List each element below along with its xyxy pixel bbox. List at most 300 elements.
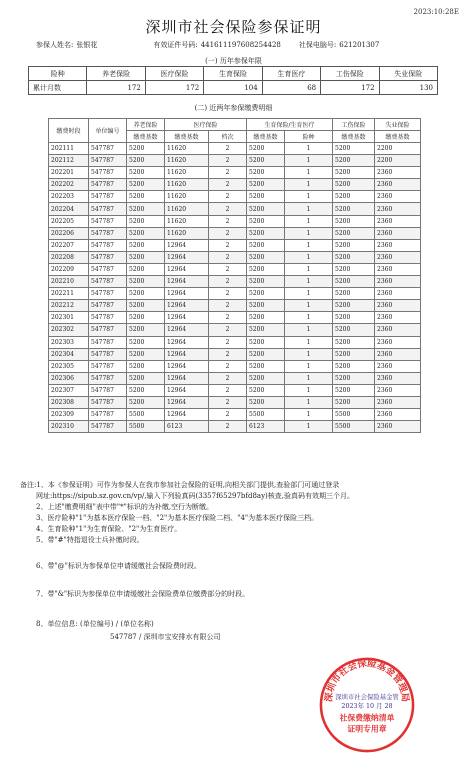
medical-grade-cell: 2 [209,324,247,336]
unit-no-cell: 547787 [89,167,127,179]
pension-base-cell: 5200 [127,179,165,191]
payment-row [49,396,421,408]
unit-no-cell: 547787 [89,336,127,348]
remark-4: 4、生育险种"1"为生育保险、"2"为生育医疗。 [36,525,182,533]
maternity-type-cell: 1 [285,276,333,288]
payment-row [49,263,421,275]
pension-base-cell: 5200 [127,263,165,275]
medical-base-cell: 11620 [165,143,209,155]
medical-grade-cell: 2 [209,396,247,408]
pension-base-cell: 5200 [127,372,165,384]
payment-row [49,384,421,396]
payment-row [49,227,421,239]
col-header: 失业保险 [379,67,437,81]
maternity-base-cell: 5200 [247,155,285,167]
unemployment-base-cell: 2360 [375,167,421,179]
pension-base-cell: 5200 [127,384,165,396]
medical-grade-cell: 2 [209,384,247,396]
id-number-field [153,40,281,50]
col-header-injury: 工伤保险 [333,119,375,131]
maternity-base-cell: 5200 [247,336,285,348]
unemployment-base-cell: 2360 [375,179,421,191]
payment-row [49,324,421,336]
medical-base-cell: 12964 [165,324,209,336]
document-title: 深圳市社会保险参保证明 [145,18,322,36]
injury-base-cell: 5200 [333,312,375,324]
period-cell: 202307 [49,384,89,396]
pension-base-cell: 5200 [127,288,165,300]
maternity-type-cell: 1 [285,288,333,300]
maternity-base-cell: 5200 [247,167,285,179]
unit-no-cell: 547787 [89,276,127,288]
injury-base-cell: 5200 [333,276,375,288]
col-header-pension: 养老保险 [127,119,165,131]
injury-base-cell: 5200 [333,143,375,155]
official-seal-stamp [318,656,416,754]
injury-base-cell: 5200 [333,348,375,360]
id-number-label: 有效证件号码: [153,41,198,49]
col-header: 生育保险 [204,67,262,81]
seal-arc-text: 深圳市社会保险基金管理局 [323,658,411,703]
pension-base-cell: 5200 [127,167,165,179]
unit-no-cell: 547787 [89,155,127,167]
period-cell: 202212 [49,300,89,312]
remark-3: 3、医疗险种"1"为基本医疗保险一档、"2"为基本医疗保险二档、"4"为基本医疗保险三档。 [36,514,319,522]
col-header-unemployment: 失业保险 [375,119,421,131]
pension-base-cell: 5200 [127,396,165,408]
col-header: 医疗保险 [145,67,203,81]
pension-base-cell: 5200 [127,203,165,215]
maternity-base-cell: 5200 [247,384,285,396]
unemployment-base-cell: 2360 [375,336,421,348]
period-cell: 202208 [49,251,89,263]
unemployment-base-cell: 2360 [375,191,421,203]
medical-base-cell: 12964 [165,372,209,384]
unemployment-base-cell: 2360 [375,421,421,433]
injury-base-cell: 5200 [333,191,375,203]
col-header-period: 缴费时段 [49,119,89,143]
unit-no-cell: 547787 [89,263,127,275]
maternity-type-cell: 1 [285,227,333,239]
payment-row [49,409,421,421]
injury-base-cell: 5200 [333,396,375,408]
medical-grade-cell: 2 [209,227,247,239]
maternity-type-cell: 1 [285,384,333,396]
col-header-maternity: 生育保险/生育医疗 [247,119,333,131]
medical-grade-cell: 2 [209,203,247,215]
injury-base-cell: 5500 [333,421,375,433]
unemployment-base-cell: 2360 [375,372,421,384]
maternity-type-cell: 1 [285,203,333,215]
medical-grade-cell: 2 [209,191,247,203]
unit-no-cell: 547787 [89,215,127,227]
medical-base-cell: 11620 [165,203,209,215]
pension-base-cell: 5200 [127,300,165,312]
maternity-base-cell: 5200 [247,276,285,288]
payment-row [49,372,421,384]
medical-base-cell: 6123 [165,421,209,433]
unit-info-header: (单位编号) / (单位名称) [80,620,154,628]
medical-base-cell: 12964 [165,384,209,396]
insurance-years-table [28,66,438,95]
pension-base-cell: 5200 [127,336,165,348]
months-cell: 130 [379,81,437,95]
maternity-type-cell: 1 [285,251,333,263]
maternity-base-cell: 5200 [247,288,285,300]
unit-no-cell: 547787 [89,191,127,203]
injury-base-cell: 5200 [333,239,375,251]
medical-grade-cell: 2 [209,288,247,300]
period-cell: 202202 [49,179,89,191]
injury-base-cell: 5500 [333,409,375,421]
medical-base-cell: 12964 [165,276,209,288]
injury-base-cell: 5200 [333,179,375,191]
unit-no-cell: 547787 [89,239,127,251]
injury-base-cell: 5200 [333,167,375,179]
unit-no-cell: 547787 [89,227,127,239]
pension-base-cell: 5200 [127,227,165,239]
maternity-base-cell: 5200 [247,348,285,360]
pension-base-cell: 5200 [127,155,165,167]
medical-grade-cell: 2 [209,312,247,324]
period-cell: 202205 [49,215,89,227]
unit-info-label: 8、单位信息: [36,620,78,628]
unit-no-cell: 547787 [89,288,127,300]
sub-header: 缴费基数 [127,131,165,143]
sub-header: 险种 [285,131,333,143]
period-cell: 202112 [49,155,89,167]
unemployment-base-cell: 2360 [375,348,421,360]
injury-base-cell: 5200 [333,300,375,312]
maternity-type-cell: 1 [285,372,333,384]
maternity-base-cell: 5200 [247,300,285,312]
maternity-type-cell: 1 [285,239,333,251]
medical-base-cell: 12964 [165,336,209,348]
unemployment-base-cell: 2360 [375,263,421,275]
id-number-value: 441611197608254428 [200,41,281,49]
unit-no-cell: 547787 [89,421,127,433]
maternity-type-cell: 1 [285,143,333,155]
maternity-base-cell: 5200 [247,191,285,203]
medical-base-cell: 11620 [165,191,209,203]
payment-row [49,336,421,348]
print-timestamp: 2023:10:28E [413,8,459,16]
period-cell: 202209 [49,263,89,275]
maternity-type-cell: 1 [285,179,333,191]
unit-no-cell: 547787 [89,251,127,263]
maternity-base-cell: 5200 [247,179,285,191]
col-header: 养老保险 [87,67,145,81]
unemployment-base-cell: 2360 [375,324,421,336]
remark-1b: 网址:https://sipub.sz.gov.cn/vp/,输入下列验真码(3357f65297bfd8ay)核查,验真码有效期三个月。 [36,492,355,500]
medical-base-cell: 11620 [165,167,209,179]
maternity-type-cell: 1 [285,167,333,179]
insured-name-label: 参保人姓名: [36,41,74,49]
medical-base-cell: 12964 [165,239,209,251]
medical-grade-cell: 2 [209,251,247,263]
pension-base-cell: 5200 [127,312,165,324]
remark-1a: 备注:1、本《参保证明》可作为参保人在我市参加社会保险的证明,向相关部门提供,查验部门可通过登录 [20,481,340,489]
medical-grade-cell: 2 [209,263,247,275]
sub-header: 缴费基数 [165,131,209,143]
months-cell: 172 [145,81,203,95]
medical-grade-cell: 2 [209,239,247,251]
remark-2: 2、上述"缴费明细"表中带"*"标识的为补缴,空行为断缴。 [36,503,214,511]
maternity-base-cell: 5200 [247,239,285,251]
medical-base-cell: 12964 [165,288,209,300]
unemployment-base-cell: 2360 [375,227,421,239]
maternity-type-cell: 1 [285,348,333,360]
social-no-field [299,40,379,50]
unit-no-cell: 547787 [89,203,127,215]
maternity-base-cell: 5200 [247,251,285,263]
unit-no-cell: 547787 [89,324,127,336]
medical-base-cell: 12964 [165,396,209,408]
injury-base-cell: 5200 [333,155,375,167]
medical-grade-cell: 2 [209,179,247,191]
insured-info-line [36,40,446,50]
medical-grade-cell: 2 [209,215,247,227]
maternity-base-cell: 5200 [247,203,285,215]
period-cell: 202301 [49,312,89,324]
payment-group-header-row [49,119,421,131]
maternity-type-cell: 1 [285,191,333,203]
col-header: 生育医疗 [262,67,320,81]
pension-base-cell: 5200 [127,143,165,155]
pension-base-cell: 5200 [127,191,165,203]
medical-base-cell: 12964 [165,251,209,263]
period-cell: 202111 [49,143,89,155]
medical-base-cell: 12964 [165,409,209,421]
maternity-base-cell: 5200 [247,324,285,336]
payment-row [49,179,421,191]
maternity-base-cell: 5200 [247,215,285,227]
payment-detail-table [48,118,421,433]
col-header: 险种 [29,67,87,81]
medical-base-cell: 11620 [165,215,209,227]
injury-base-cell: 5200 [333,372,375,384]
remark-8 [36,618,221,644]
unemployment-base-cell: 2360 [375,288,421,300]
unemployment-base-cell: 2360 [375,409,421,421]
col-header: 工伤保险 [321,67,379,81]
injury-base-cell: 5200 [333,215,375,227]
injury-base-cell: 5200 [333,324,375,336]
seal-overprint-line1: 深圳市社会保险基金管 [335,693,399,702]
sub-header: 档次 [209,131,247,143]
unemployment-base-cell: 2360 [375,239,421,251]
payment-rows [49,143,421,433]
payment-row [49,288,421,300]
period-cell: 202210 [49,276,89,288]
payment-row [49,300,421,312]
payment-row [49,167,421,179]
maternity-type-cell: 1 [285,215,333,227]
injury-base-cell: 5200 [333,384,375,396]
sub-header: 缴费基数 [375,131,421,143]
unit-no-cell: 547787 [89,384,127,396]
pension-base-cell: 5200 [127,348,165,360]
pension-base-cell: 5200 [127,276,165,288]
unit-no-cell: 547787 [89,396,127,408]
period-cell: 202305 [49,360,89,372]
unit-no-cell: 547787 [89,409,127,421]
period-cell: 202309 [49,409,89,421]
maternity-type-cell: 1 [285,360,333,372]
remarks [20,480,450,546]
unit-no-cell: 547787 [89,348,127,360]
maternity-type-cell: 1 [285,409,333,421]
maternity-base-cell: 5200 [247,312,285,324]
payment-row [49,312,421,324]
medical-base-cell: 11620 [165,155,209,167]
medical-grade-cell: 2 [209,421,247,433]
section1-title: (一) 历年参保年限 [205,57,262,65]
medical-base-cell: 11620 [165,227,209,239]
medical-grade-cell: 2 [209,360,247,372]
payment-row [49,215,421,227]
months-cell: 104 [204,81,262,95]
period-cell: 202211 [49,288,89,300]
pension-base-cell: 5200 [127,239,165,251]
payment-row [49,191,421,203]
medical-grade-cell: 2 [209,348,247,360]
medical-grade-cell: 2 [209,372,247,384]
pension-base-cell: 5200 [127,324,165,336]
unemployment-base-cell: 2360 [375,300,421,312]
payment-row [49,360,421,372]
pension-base-cell: 5500 [127,409,165,421]
injury-base-cell: 5200 [333,227,375,239]
months-cell: 172 [321,81,379,95]
medical-grade-cell: 2 [209,155,247,167]
unemployment-base-cell: 2360 [375,203,421,215]
maternity-base-cell: 5200 [247,143,285,155]
social-no-label: 社保电脑号: [298,41,337,49]
injury-base-cell: 5200 [333,203,375,215]
payment-row [49,203,421,215]
injury-base-cell: 5200 [333,336,375,348]
medical-base-cell: 12964 [165,300,209,312]
maternity-type-cell: 1 [285,263,333,275]
payment-row [49,155,421,167]
period-cell: 202203 [49,191,89,203]
col-header-medical: 医疗保险 [165,119,247,131]
maternity-base-cell: 6123 [247,421,285,433]
medical-grade-cell: 2 [209,167,247,179]
payment-row [49,276,421,288]
medical-grade-cell: 2 [209,300,247,312]
payment-row [49,348,421,360]
unit-no-cell: 547787 [89,372,127,384]
medical-grade-cell: 2 [209,143,247,155]
pension-base-cell: 5200 [127,215,165,227]
medical-grade-cell: 2 [209,409,247,421]
insured-name-value: 张银花 [76,41,98,49]
unemployment-base-cell: 2360 [375,215,421,227]
unit-no-cell: 547787 [89,143,127,155]
pension-base-cell: 5500 [127,421,165,433]
section2-title: (二) 近两年参保缴费明细 [194,104,273,112]
col-header-unit-no: 单位编号 [89,119,127,143]
medical-base-cell: 12964 [165,348,209,360]
period-cell: 202306 [49,372,89,384]
maternity-type-cell: 1 [285,312,333,324]
maternity-type-cell: 1 [285,155,333,167]
months-cell: 172 [87,81,145,95]
unemployment-base-cell: 2200 [375,143,421,155]
maternity-base-cell: 5200 [247,372,285,384]
insured-name-field [36,40,97,50]
sub-header: 缴费基数 [247,131,285,143]
seal-line4: 证明专用章 [347,724,387,734]
sub-header: 缴费基数 [333,131,375,143]
period-cell: 202204 [49,203,89,215]
unit-no-cell: 547787 [89,360,127,372]
payment-row [49,251,421,263]
maternity-base-cell: 5200 [247,396,285,408]
pension-base-cell: 5200 [127,360,165,372]
period-cell: 202302 [49,324,89,336]
remark-6: 6、带"@"标识为参保单位申请缓缴社会保险费时段。 [36,562,201,570]
remark-5: 5、带"#"特指退役士兵补缴时段。 [36,536,144,544]
payment-row [49,143,421,155]
unit-info-value: 547787 / 深圳市宝安排水有限公司 [110,633,221,641]
injury-base-cell: 5200 [333,263,375,275]
payment-row [49,239,421,251]
maternity-base-cell: 5500 [247,409,285,421]
unemployment-base-cell: 2360 [375,360,421,372]
social-no-value: 621201307 [339,41,380,49]
unemployment-base-cell: 2360 [375,396,421,408]
maternity-type-cell: 1 [285,300,333,312]
seal-line3: 社保费缴纳清单 [339,713,395,723]
unemployment-base-cell: 2200 [375,155,421,167]
injury-base-cell: 5200 [333,288,375,300]
insurance-years-header-row [29,67,438,81]
unemployment-base-cell: 2360 [375,384,421,396]
maternity-base-cell: 5200 [247,360,285,372]
unit-no-cell: 547787 [89,300,127,312]
insurance-years-value-row [29,81,438,95]
medical-base-cell: 11620 [165,179,209,191]
unemployment-base-cell: 2360 [375,251,421,263]
period-cell: 202304 [49,348,89,360]
unemployment-base-cell: 2360 [375,312,421,324]
period-cell: 202201 [49,167,89,179]
period-cell: 202310 [49,421,89,433]
medical-base-cell: 12964 [165,312,209,324]
pension-base-cell: 5200 [127,251,165,263]
period-cell: 202308 [49,396,89,408]
medical-base-cell: 12964 [165,360,209,372]
maternity-type-cell: 1 [285,421,333,433]
unit-no-cell: 547787 [89,312,127,324]
payment-row [49,421,421,433]
maternity-type-cell: 1 [285,396,333,408]
row-label: 累计月数 [29,81,87,95]
medical-base-cell: 12964 [165,263,209,275]
months-cell: 68 [262,81,320,95]
maternity-base-cell: 5200 [247,227,285,239]
maternity-type-cell: 1 [285,324,333,336]
remark-7: 7、带"&"标识为参保单位申请缓缴社会保险费单位缴费部分的时段。 [36,590,250,598]
unemployment-base-cell: 2360 [375,276,421,288]
seal-overprint-date: 2023年 10 月 28 [341,701,393,710]
medical-grade-cell: 2 [209,336,247,348]
maternity-base-cell: 5200 [247,263,285,275]
injury-base-cell: 5200 [333,360,375,372]
